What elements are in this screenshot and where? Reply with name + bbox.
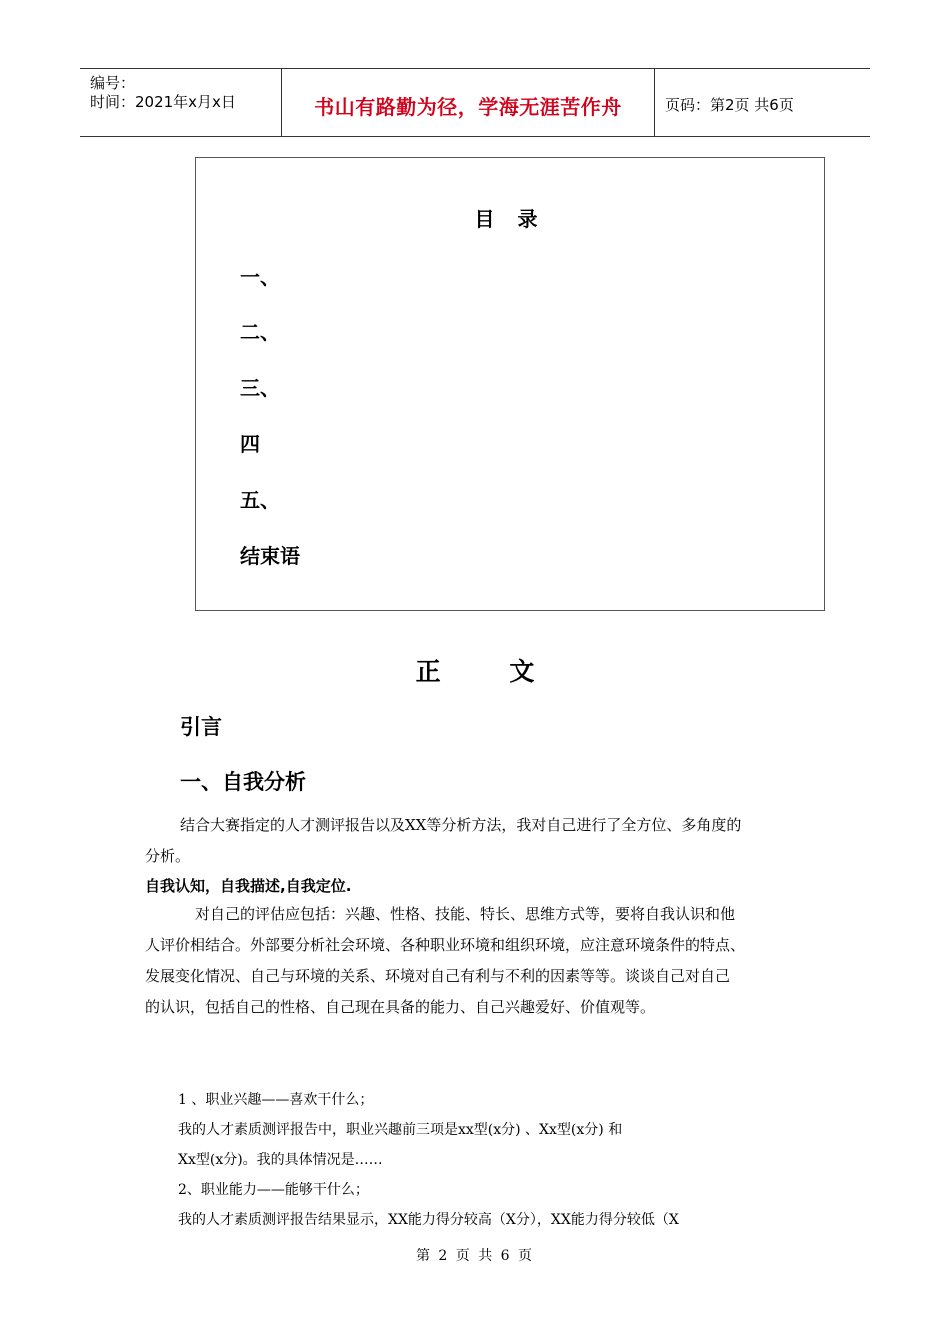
main-title: 正 文 xyxy=(415,657,565,686)
toc-item: 三、 xyxy=(240,376,280,400)
toc-title: 目 录 xyxy=(474,207,546,231)
motto-text: 书山有路勤为径，学海无涯苦作舟 xyxy=(314,95,622,119)
section-heading: 一、自我分析 xyxy=(180,770,306,794)
list-line: 2、职业能力——能够干什么； xyxy=(178,1182,369,1198)
paragraph xyxy=(145,810,825,872)
number-label: 编号： xyxy=(90,74,136,92)
toc-item: 一、 xyxy=(240,265,280,289)
toc-item: 四 xyxy=(240,432,260,456)
list-line: 我的人才素质测评报告结果显示，XX能力得分较高（X分），XX能力得分较低（X xyxy=(178,1212,679,1228)
toc-item: 结束语 xyxy=(240,544,300,568)
paragraph-line: 人评价相结合。外部要分析社会环境、各种职业环境和组织环境，应注意环境条件的特点、 xyxy=(145,936,746,954)
list-line: Xx型(x分)。我的具体情况是…… xyxy=(178,1152,383,1168)
table-of-contents xyxy=(195,157,825,611)
paragraph xyxy=(145,899,825,1023)
paragraph-line: 的认识，包括自己的性格、自己现在具备的能力、自己兴趣爱好、价值观等。 xyxy=(145,998,656,1016)
bold-subheading: 自我认知，自我描述,自我定位. xyxy=(145,877,352,895)
document-header xyxy=(80,68,870,137)
page-info: 页码：第2页 共6页 xyxy=(665,96,794,114)
paragraph-line: 发展变化情况、自己与环境的关系、环境对自己有利与不利的因素等等。谈谈自己对自己 xyxy=(145,967,731,985)
paragraph-line: 分析。 xyxy=(145,847,191,865)
header-motto-cell xyxy=(282,69,655,136)
toc-item: 二、 xyxy=(240,320,280,344)
header-page-cell xyxy=(655,69,870,136)
list-line: 我的人才素质测评报告中，职业兴趣前三项是xx型(x分) 、Xx型(x分) 和 xyxy=(178,1122,623,1138)
time-label: 时间：2021年x月x日 xyxy=(90,93,236,111)
paragraph-line: 对自己的评估应包括：兴趣、性格、技能、特长、思维方式等，要将自我认识和他 xyxy=(195,905,736,923)
toc-item: 五、 xyxy=(240,488,280,512)
header-meta-cell xyxy=(80,69,282,136)
intro-heading: 引言 xyxy=(180,715,222,739)
page-footer: 第 2 页 共 6 页 xyxy=(415,1248,535,1264)
list-line: 1 、职业兴趣——喜欢干什么； xyxy=(178,1092,374,1108)
paragraph-line: 结合大赛指定的人才测评报告以及XX等分析方法，我对自己进行了全方位、多角度的 xyxy=(180,816,742,834)
